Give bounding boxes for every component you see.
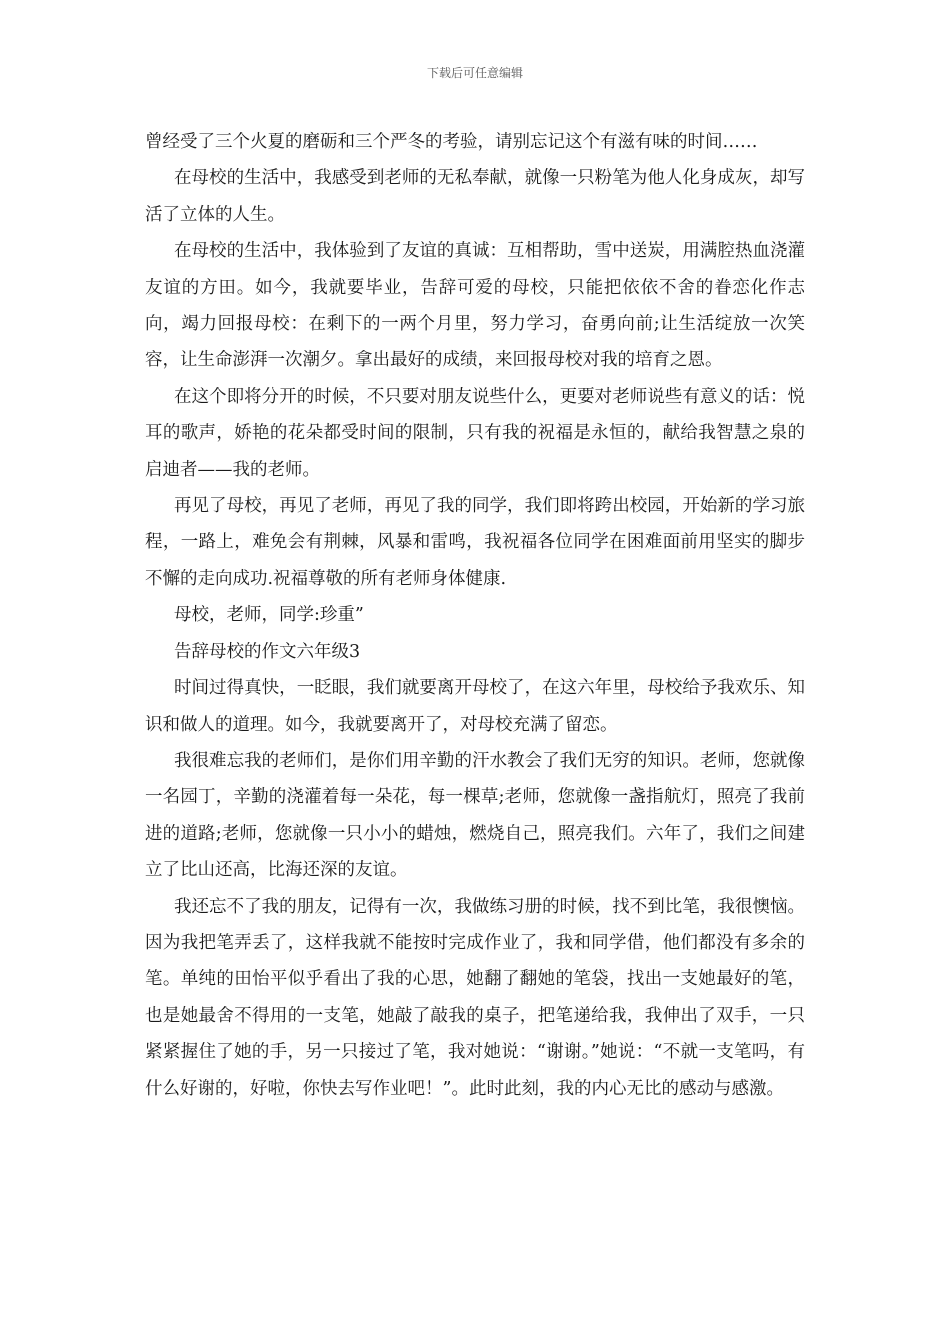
paragraph: 在母校的生活中，我体验到了友谊的真诚：互相帮助，雪中送炭，用满腔热血浇灌友谊的方田。如今，我就要毕业，告辞可爱的母校，只能把依依不舍的眷恋化作志向，竭力回报母校：在剩下的一两个月里，努力学习，奋勇向前;让生活绽放一次笑容，让生命澎湃一次潮夕。拿出最好的成绩，来回报母校对我的培育之恩。	[145, 241, 805, 371]
page-header: 下载后可任意编辑	[426, 66, 523, 80]
paragraph: 母校，老师，同学:珍重”	[174, 605, 364, 626]
section-heading: 告辞母校的作文六年级3	[174, 641, 361, 662]
paragraph: 曾经受了三个火夏的磨砺和三个严冬的考验，请别忘记这个有滋有味的时间……	[145, 132, 758, 152]
paragraph: 我很难忘我的老师们，是你们用辛勤的汗水教会了我们无穷的知识。老师，您就像一名园丁，辛勤的浇灌着每一朵花，每一棵草;老师，您就像一盏指航灯，照亮了我前进的道路;老师，您就像一只小小的蜡烛，燃烧自己，照亮我们。六年了，我们之间建立了比山还高，比海还深的友谊。	[145, 750, 805, 881]
document-body	[145, 124, 805, 1107]
paragraph: 在这个即将分开的时候，不只要对朋友说些什么，更要对老师说些有意义的话：悦耳的歌声，娇艳的花朵都受时间的限制，只有我的祝福是永恒的，献给我智慧之泉的启迪者——我的老师。	[145, 386, 805, 480]
paragraph: 再见了母校，再见了老师，再见了我的同学，我们即将跨出校园，开始新的学习旅程，一路上，难免会有荆棘，风暴和雷鸣，我祝福各位同学在困难面前用坚实的脚步不懈的走向成功.祝福尊敬的所有老师身体健康.	[145, 496, 805, 589]
paragraph: 我还忘不了我的朋友，记得有一次，我做练习册的时候，找不到比笔，我很懊恼。因为我把笔弄丢了，这样我就不能按时完成作业了，我和同学借，他们都没有多余的笔。单纯的田怡平似乎看出了我的心思，她翻了翻她的笔袋，找出一支她最好的笔，也是她最舍不得用的一支笔，她敲了敲我的桌子，把笔递给我，我伸出了双手，一只紧紧握住了她的手，另一只接过了笔，我对她说：“谢谢。”她说：“不就一支笔吗，有什么好谢的，好啦，你快去写作业吧！”。此时此刻，我的内心无比的感动与感激。	[145, 896, 805, 1099]
paragraph: 在母校的生活中，我感受到老师的无私奉献，就像一只粉笔为他人化身成灰，却写活了立体的人生。	[145, 168, 805, 225]
paragraph: 时间过得真快，一眨眼，我们就要离开母校了，在这六年里，母校给予我欢乐、知识和做人的道理。如今，我就要离开了，对母校充满了留恋。	[145, 678, 805, 735]
